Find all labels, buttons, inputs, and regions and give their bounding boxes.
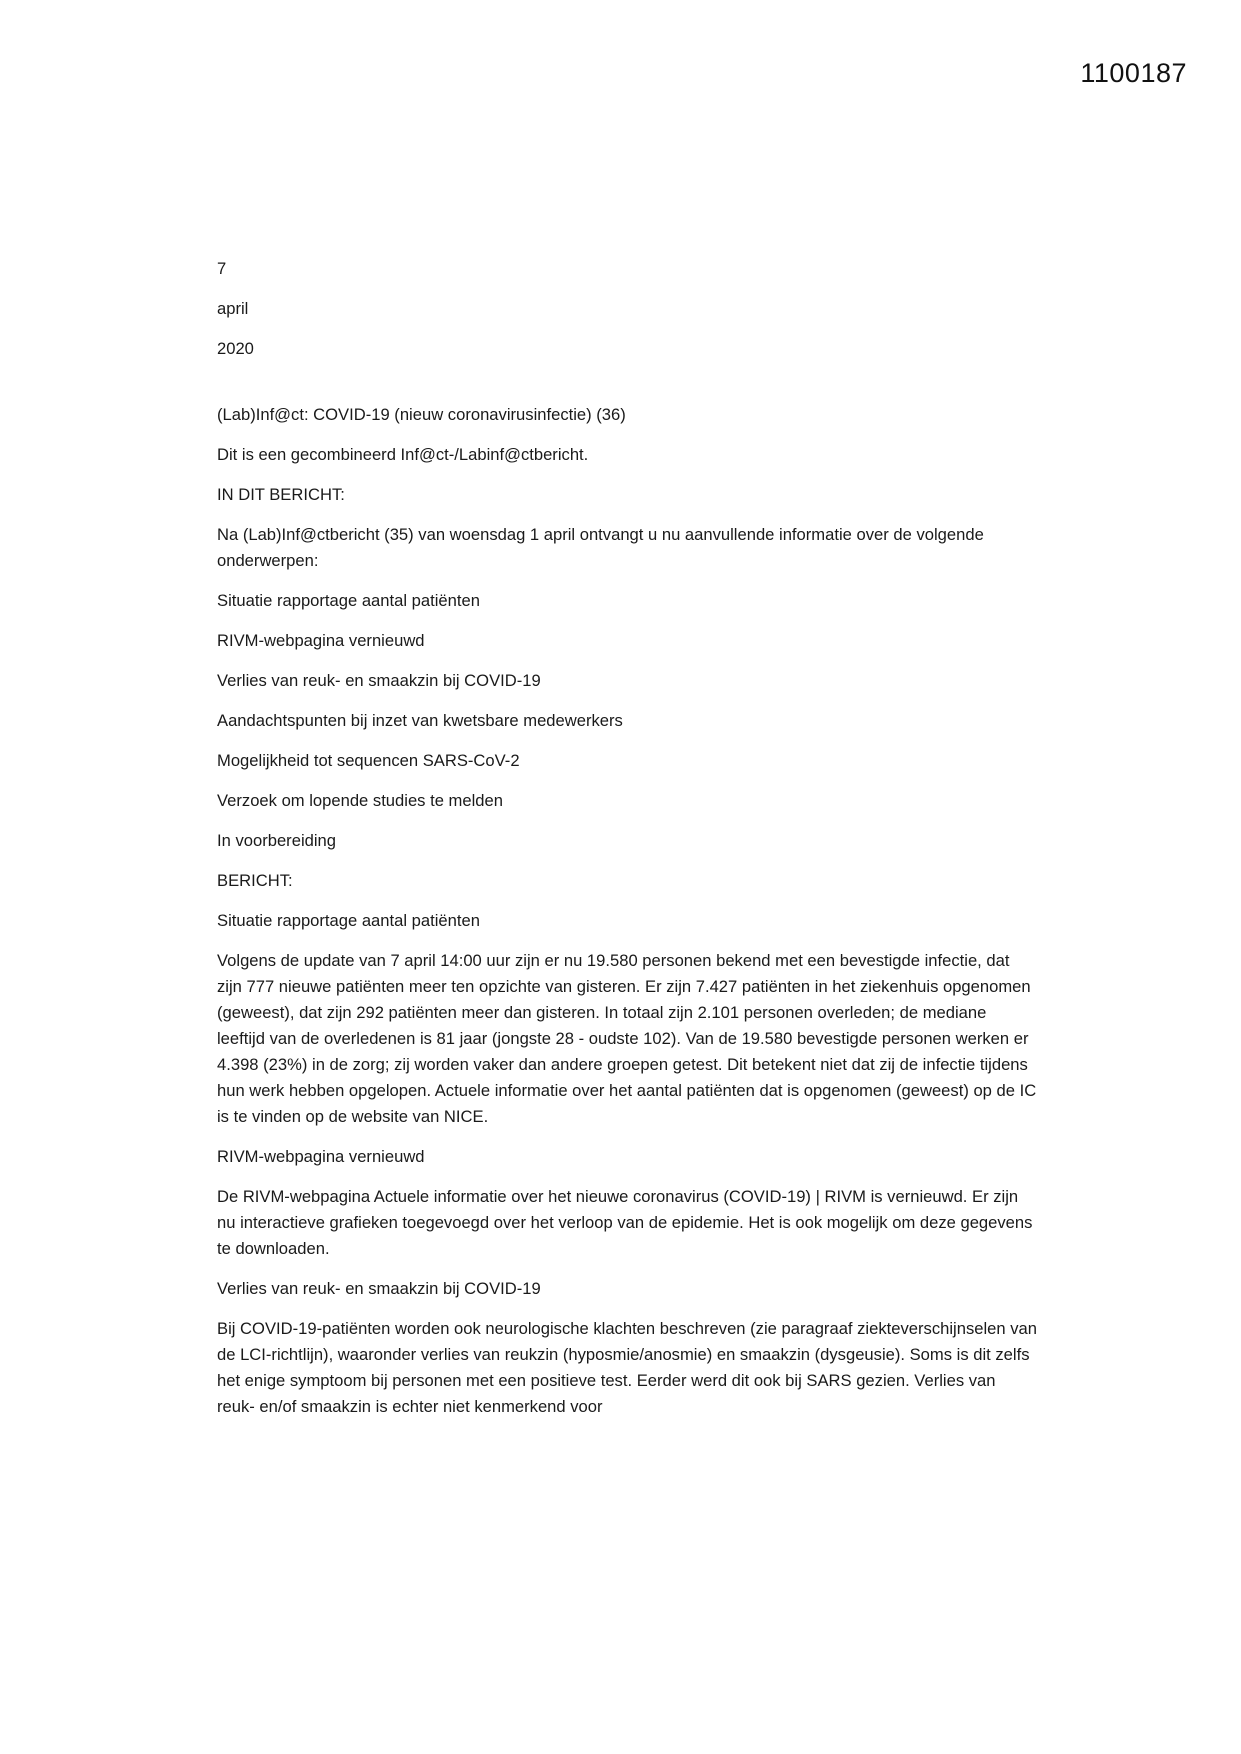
topic-item: Verzoek om lopende studies te melden [217,791,503,810]
document-id: 1100187 [1080,58,1187,88]
topic-item: RIVM-webpagina vernieuwd [217,631,425,650]
bericht-label: BERICHT: [217,871,293,890]
topic-item: In voorbereiding [217,831,337,850]
topic-list [217,588,1037,854]
message-title: (Lab)Inf@ct: COVID-19 (nieuw coronavirusinfectie) (36) [217,405,626,424]
topic-item: Mogelijkheid tot sequencen SARS-CoV-2 [217,751,520,770]
date-block [217,256,1037,362]
in-dit-bericht-label: IN DIT BERICHT: [217,485,345,504]
topic-item: Verlies van reuk- en smaakzin bij COVID-19 [217,671,541,690]
section-rivm-webpage [217,1144,1037,1262]
section-body: Volgens de update van 7 april 14:00 uur zijn er nu 19.580 personen bekend met een bevestigde infectie, dat zijn 777 nieuwe patiënten meer ten opzichte van gisteren. Er zijn 7.427 patiënten in het ziekenhuis opgenomen (geweest), dat zijn 292 patiënten meer dan gisteren. In totaal zijn 2.101 personen overleden; de mediane leeftijd van de overledenen is 81 jaar (jongste 28 - oudste 102). Van de 19.580 bevestigde personen werken er 4.398 (23%) in de zorg; zij worden vaker dan andere groepen getest. Dit betekent niet dat zij de infectie tijdens hun werk hebben opgelopen. Actuele informatie over het aantal patiënten dat is opgenomen (geweest) op de IC is te vinden op de website van NICE. [217,951,1037,1126]
section-heading: Situatie rapportage aantal patiënten [217,911,480,930]
intro-paragraph: Na (Lab)Inf@ctbericht (35) van woensdag 1 april ontvangt u nu aanvullende informatie over de volgende onderwerpen: [217,525,984,570]
message-subtitle: Dit is een gecombineerd Inf@ct-/Labinf@ctbericht. [217,445,589,464]
date-year: 2020 [217,339,254,358]
section-patient-report [217,908,1037,1130]
date-month: april [217,299,249,318]
document-body [217,256,1037,1434]
topic-item: Aandachtspunten bij inzet van kwetsbare medewerkers [217,711,623,730]
section-heading: Verlies van reuk- en smaakzin bij COVID-19 [217,1279,541,1298]
date-day: 7 [217,259,227,278]
section-body: Bij COVID-19-patiënten worden ook neurologische klachten beschreven (zie paragraaf ziekteverschijnselen van de LCI-richtlijn), waaronder verlies van reukzin (hyposmie/anosmie) en smaakzin (dysgeusie). Soms is dit zelfs het enige symptoom bij personen met een positieve test. Eerder werd dit ook bij SARS gezien. Verlies van reuk- en/of smaakzin is echter niet kenmerkend voor [217,1319,1037,1416]
section-smell-taste [217,1276,1037,1420]
section-heading: RIVM-webpagina vernieuwd [217,1147,425,1166]
topic-item: Situatie rapportage aantal patiënten [217,591,480,610]
section-body: De RIVM-webpagina Actuele informatie over het nieuwe coronavirus (COVID-19) | RIVM is vernieuwd. Er zijn nu interactieve grafieken toegevoegd over het verloop van de epidemie. Het is ook mogelijk om deze gegevens te downloaden. [217,1187,1033,1258]
